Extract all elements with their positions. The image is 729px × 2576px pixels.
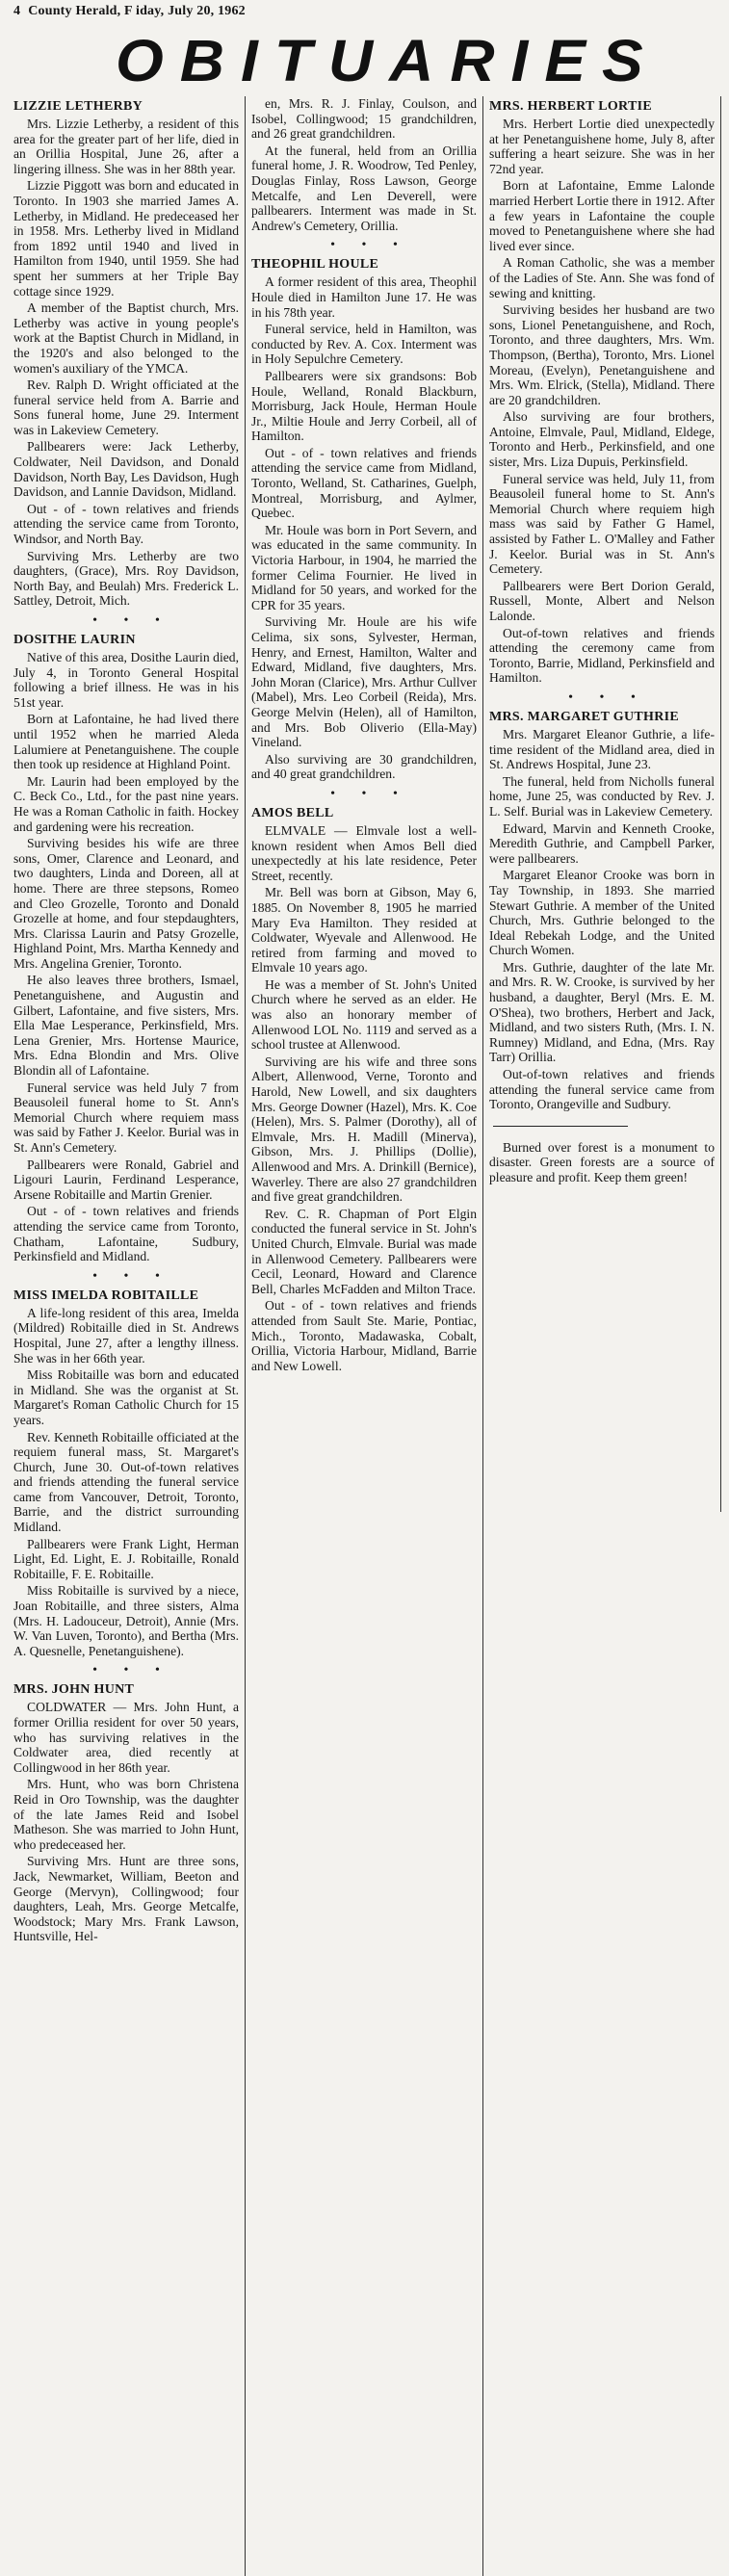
obituary-paragraph: Out - of - town relatives and friends attending the service came from Toronto, Windsor, and North Bay. [13, 501, 239, 547]
obituary-paragraph: Pallbearers were: Jack Letherby, Coldwater, Neil Davidson, and Donald Davidson, North Bay, Les Davidson, Hugh Davidson, and Lannie Davidson, Midland. [13, 439, 239, 500]
column-rule [245, 96, 246, 2576]
obituary-paragraph: Mrs. Herbert Lortie died unexpectedly at her Penetanguishene home, July 8, after suffering a heart seizure. She was in her 72nd year. [489, 117, 715, 176]
obituary-article [251, 256, 477, 801]
obituary-paragraph: Mrs. Lizzie Letherby, a resident of this area for the greater part of her life, died in an Orillia Hospital, June 26, after a lingering illness. She was in her 88th year. [13, 117, 239, 176]
obituary-paragraph: Edward, Marvin and Kenneth Crooke, Meredith Guthrie, and Campbell Parker, were pallbearers. [489, 820, 715, 866]
obituary-paragraph: He also leaves three brothers, Ismael, Penetanguishene, and Augustin and Gilbert, Lafontaine, and five sisters, Mrs. Ella Mae Lesperance, Perkinsfield, Mrs. Lena Grenier, Mrs. Hortense Maurice, Mrs. Edna Blondin and Mrs. Olive Blondin all of Lafontaine. [13, 973, 239, 1079]
obituary-paragraph: Out - of - town relatives and friends attended from Sault Ste. Marie, Pontiac, Mich., Toronto, Madawaska, Cobalt, Orillia, Victoria Harbour, Midland, Barrie and New Lowell. [251, 1298, 477, 1373]
obituary-paragraph: Rev. Ralph D. Wright officiated at the funeral service held from A. Barrie and Sons funeral home, June 29. Interment was in Lakeview Cemetery. [13, 377, 239, 437]
column-1 [13, 96, 239, 1946]
obituary-paragraph: Surviving besides his wife are three sons, Omer, Clarence and Leonard, and two daughters, Linda and Doreen, all at home. There are three stepsons, Romeo and Cleo Grozelle, Toronto and Donald Grozelle at home, and four stepdaughters, Mrs. Clarissa Laurin and Patsy Grozelle, Highland Point, Mrs. Martha Kennedy and Mrs. Angelina Grenier, Toronto. [13, 836, 239, 971]
column-3 [489, 96, 715, 1185]
obituary-paragraph: Rev. C. R. Chapman of Port Elgin conducted the funeral service in St. John's United Church, Elmvale. Burial was made in Allenwood Cemetery. Pallbearers were Cecil, Leonard, Howard and Clarence Bell, Charles McFadden and Milton Trace. [251, 1206, 477, 1296]
obituary-article [13, 98, 239, 628]
obituary-paragraph: Pallbearers were Bert Dorion Gerald, Russell, Monte, Albert and Nelson Lalonde. [489, 578, 715, 623]
obituary-paragraph: Mrs. Hunt, who was born Christena Reid in Oro Township, was the daughter of the late James Reid and Isobel Matheson. She was married to John Hunt, who predeceased her. [13, 1777, 239, 1852]
obituary-paragraph: Surviving besides her husband are two sons, Lionel Penetanguishene, and Roch, Toronto, and three daughters, Mrs. Wm. Thompson, (Bertha), Toronto, Mrs. Lionel Moreau, (Evelyn), Penetanguishene and Mrs. Wm. Elrick, (Stella), Midland. There are 20 grandchildren. [489, 302, 715, 407]
section-separator: • • • [92, 1663, 171, 1678]
page-title: OBITUARIES [116, 27, 660, 94]
obituary-paragraph: The funeral, held from Nicholls funeral home, June 25, was conducted by Rev. J. L. Self. Burial was in Lakeview Cemetery. [489, 773, 715, 819]
obituary-paragraph: Surviving Mrs. Hunt are three sons, Jack, Newmarket, William, Beeton and George (Mervyn), Collingwood; four daughters, Leah, Mrs. George Metcalfe, Woodstock; Mary Mrs. Frank Lawson, Huntsville, Hel- [13, 1854, 239, 1944]
obituary-heading: MRS. HERBERT LORTIE [489, 99, 652, 114]
obituary-paragraph: Out-of-town relatives and friends attending the funeral service came from Toronto, Orangeville and Sudbury. [489, 1067, 715, 1112]
obituary-paragraph: en, Mrs. R. J. Finlay, Coulson, and Isobel, Collingwood; 15 grandchildren, and 26 great grandchildren. [251, 96, 477, 142]
obituary-paragraph: A former resident of this area, Theophil Houle died in Hamilton June 17. He was in his 78th year. [251, 274, 477, 320]
obituary-article [13, 1288, 239, 1678]
obituary-article [489, 709, 715, 1112]
obituary-paragraph: Pallbearers were Frank Light, Herman Light, Ed. Light, E. J. Robitaille, Ronald Robitaille, F. E. Robitaille. [13, 1536, 239, 1581]
filler-notice [489, 1140, 715, 1185]
obituary-paragraph: Funeral service was held July 7 from Beausoleil funeral home to St. Ann's Memorial Church where requiem mass was said by Father J. Keelor. Burial was in St. Ann's Cemetery. [13, 1080, 239, 1155]
obituary-paragraph: Also surviving are four brothers, Antoine, Elmvale, Paul, Midland, Eldege, Toronto and Herb., Perkinsfield, and one sister, Mrs. Liza Dupuis, Perkinsfield. [489, 409, 715, 470]
masthead [13, 4, 253, 19]
obituary-heading: LIZZIE LETHERBY [13, 99, 143, 114]
obituary-heading: MISS IMELDA ROBITAILLE [13, 1288, 199, 1303]
obituary-paragraph: Mr. Laurin had been employed by the C. Beck Co., Ltd., for the past nine years. He was a Roman Catholic in faith. Hockey and gardening were his recreation. [13, 773, 239, 834]
obituary-heading: MRS. MARGARET GUTHRIE [489, 709, 680, 724]
obituary-paragraph: A member of the Baptist church, Mrs. Letherby was active in young people's work at the Baptist Church in Midland, in the 1920's and also belonged to the women's auxiliary of the YMCA. [13, 300, 239, 376]
obituary-paragraph: A life-long resident of this area, Imelda (Mildred) Robitaille died in St. Andrews Hospital, June 27, after a lengthy illness. She was in her 66th year. [13, 1305, 239, 1366]
obituary-paragraph: Surviving Mrs. Letherby are two daughters, (Grace), Mrs. Roy Davidson, North Bay, and Beulah) Mrs. Frederick L. Sattley, Detroit, Mich. [13, 548, 239, 609]
section-separator: • • • [92, 1268, 171, 1284]
obituary-paragraph: Pallbearers were six grandsons: Bob Houle, Welland, Ronald Blackburn, Morrisburg, Jack Houle, Herman Houle Jr., Miltie Houle and Jerry Corbeil, all of Hamilton. [251, 368, 477, 444]
obituary-paragraph: Born at Lafontaine, he had lived there until 1952 when he married Aleda Lalumiere at Penetanguishene. The couple then took up residence at Highland Point. [13, 712, 239, 772]
obituary-paragraph: A Roman Catholic, she was a member of the Ladies of Ste. Ann. She was fond of sewing and knitting. [489, 255, 715, 300]
filler-text: Burned over forest is a monument to disaster. Green forests are a source of pleasure and profit. Keep them green! [489, 1139, 715, 1184]
section-separator: • • • [92, 613, 171, 628]
obituary-article [13, 1681, 239, 1944]
obituary-paragraph: Out-of-town relatives and friends attending the ceremony came from Toronto, Barrie, Midland, Perkinsfield and Hamilton. [489, 625, 715, 686]
obituary-article [489, 98, 715, 705]
obituary-paragraph: Lizzie Piggott was born and educated in Toronto. In 1903 she married James A. Letherby, in Midland. He predeceased her in 1958. Mrs. Letherby lived in Midland from 1892 until 1940 and lived in Hamilton from 1940, until 1959. She had spent her summers at her Triple Bay cottage since 1929. [13, 178, 239, 299]
section-separator: • • • [568, 690, 647, 705]
obituary-paragraph: Mr. Bell was born at Gibson, May 6, 1885. On November 8, 1905 he married Mary Eva Hamilton. They resided at Coldwater, Wyevale and Allenwood. He retired from farming and moved to Elmvale 10 years ago. [251, 885, 477, 976]
page-number: 4 [13, 4, 21, 18]
obituary-paragraph: Out - of - town relatives and friends attending the service came from Midland, Toronto, Welland, St. Catharines, Guelph, Montreal, Morrisburg, and Aylmer, Quebec. [251, 445, 477, 521]
obituary-article [251, 96, 477, 252]
section-separator: • • • [330, 238, 409, 253]
column-rule [720, 96, 721, 1512]
obituary-paragraph: Native of this area, Dosithe Laurin died, July 4, in Toronto General Hospital following a brief illness. He was in his 51st year. [13, 650, 239, 710]
obituary-paragraph: Also surviving are 30 grandchildren, and 40 great grandchildren. [251, 751, 477, 782]
obituary-article [251, 805, 477, 1373]
section-separator: • • • [330, 786, 409, 801]
obituary-paragraph: ELMVALE — Elmvale lost a well-known resident when Amos Bell died unexpectedly at his late residence, Peter Street, recently. [251, 822, 477, 883]
obituary-heading: THEOPHIL HOULE [251, 257, 379, 273]
obituary-paragraph: Born at Lafontaine, Emme Lalonde married Herbert Lortie there in 1912. After a few years in Lafontaine the couple moved to Penetanguishene where she had lived ever since. [489, 178, 715, 253]
obituary-paragraph: Miss Robitaille was born and educated in Midland. She was the organist at St. Margaret's Roman Catholic Church for 15 years. [13, 1367, 239, 1427]
obituary-heading: MRS. JOHN HUNT [13, 1682, 135, 1698]
obituary-paragraph: Funeral service, held in Hamilton, was conducted by Rev. A. Cox. Interment was in Holy Sepulchre Cemetery. [251, 322, 477, 367]
column-rule [482, 96, 483, 2576]
masthead-text: County Herald, F iday, July 20, 1962 [28, 4, 246, 18]
obituary-paragraph: COLDWATER — Mrs. John Hunt, a former Orillia resident for over 50 years, who has surviving relatives in the Coldwater area, died recently at Collingwood in her 86th year. [13, 1700, 239, 1775]
obituary-paragraph: Surviving are his wife and three sons Albert, Allenwood, Verne, Toronto and Harold, New Lowell, and six daughters Mrs. George Downer (Hazel), Mrs. K. Coe (Helen), Mrs. S. Palmer (Dorothy), all of Elmvale, Mrs. H. Madill (Minerva), Gibson, Mrs. J. Phillips (Dollie), Allenwood and Mrs. A. Drinkill (Bernice), Waverley. There are also 27 grandchildren and five great grandchildren. [251, 1054, 477, 1205]
obituary-heading: DOSITHE LAURIN [13, 633, 136, 647]
obituary-paragraph: Miss Robitaille is survived by a niece, Joan Robitaille, and three sisters, Alma (Mrs. H. Ladouceur, Detroit), Annie (Mrs. W. Van Luven, Toronto), and Bertha (Mrs. A. Quesnelle, Penetanguishene). [13, 1583, 239, 1658]
column-2 [251, 96, 477, 1375]
obituary-paragraph: Surviving Mr. Houle are his wife Celima, six sons, Sylvester, Herman, Henry, and Ernest, Hamilton, Walter and Edward, Midland, five daughters, Mrs. John Moran (Clarice), Mrs. Arthur Cullver (Mabel), Mrs. Leo Corbeil (Reida), Mrs. George Melvin (Helen), all of Hamilton, and Mrs. Bob Oliverio (Ella-May) Vineland. [251, 614, 477, 750]
obituary-paragraph: Pallbearers were Ronald, Gabriel and Ligouri Laurin, Ferdinand Lesperance, Arsene Robitaille and Martin Grenier. [13, 1157, 239, 1202]
obituary-paragraph: Margaret Eleanor Crooke was born in Tay Township, in 1893. She married Stewart Guthrie. A member of the United Church, Mrs. Guthrie belonged to the Ideal Rebekah Lodge, and the United Church Women. [489, 868, 715, 958]
obituary-paragraph: He was a member of St. John's United Church where he served as an elder. He was also an honorary member of Allenwood LOL No. 1119 and served as a school trustee at Allenwood. [251, 976, 477, 1053]
obituary-paragraph: Mrs. Margaret Eleanor Guthrie, a life-time resident of the Midland area, died in St. Andrews Hospital, June 23. [489, 726, 715, 772]
obituary-paragraph: At the funeral, held from an Orillia funeral home, J. R. Woodrow, Ted Penley, Douglas Finlay, Ross Lawson, George Metcalfe, and Len Deverell, were pallbearers. Interment was made in St. Andrew's Cemetery, Orillia. [251, 143, 477, 233]
obituary-heading: AMOS BELL [251, 805, 334, 820]
filler-divider [493, 1126, 628, 1127]
obituary-paragraph: Mrs. Guthrie, daughter of the late Mr. and Mrs. R. W. Crooke, is survived by her husband, a daughter, Beryl (Mrs. E. M. O'Shea), two brothers, Herbert and Jack, Midland, and two sisters Ruth, (Mrs. I. N. Rumney) Midland, and Edna, (Mrs. Ray Tarr) Orillia. [489, 959, 715, 1065]
obituary-article [13, 632, 239, 1284]
obituary-paragraph: Funeral service was held, July 11, from Beausoleil funeral home to St. Ann's Memorial Church where requiem high mass was said by Father G Hamel, assisted by Father L. O'Malley and Father J. Keelor. Burial was in St. Ann's Cemetery. [489, 471, 715, 577]
obituary-paragraph: Mr. Houle was born in Port Severn, and was educated in the same community. In Victoria Harbour, in 1904, he married the former Celima Fournier. He lived in Midland for 50 years, and worked for the CPR for 35 years. [251, 522, 477, 612]
obituary-paragraph: Rev. Kenneth Robitaille officiated at the requiem funeral mass, St. Margaret's Church, June 30. Out-of-town relatives and friends attending the funeral service came from Vancouver, Detroit, Toronto, Barrie, and the district surrounding Midland. [13, 1429, 239, 1535]
obituary-paragraph: Out - of - town relatives and friends attending the service came from Toronto, Chatham, Lafontaine, Sudbury, Perkinsfield and Midland. [13, 1204, 239, 1264]
